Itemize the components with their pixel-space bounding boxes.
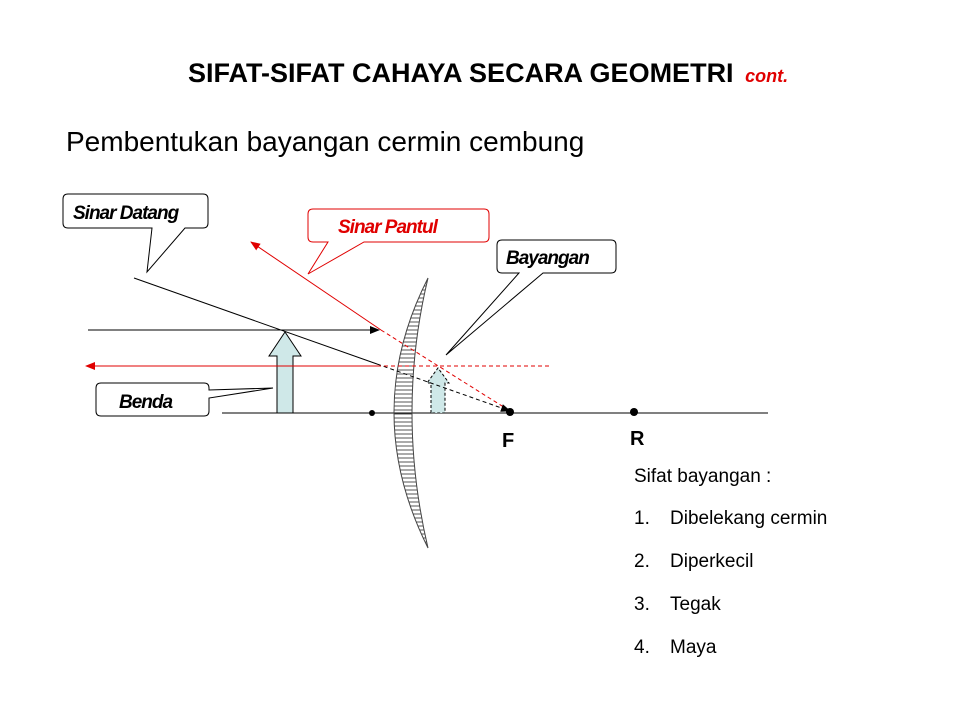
properties-heading: Sifat bayangan :: [634, 466, 772, 487]
item-text: Tegak: [670, 594, 721, 615]
list-item: [634, 551, 827, 574]
item-text: Maya: [670, 637, 717, 658]
item-number: 3.: [634, 594, 650, 615]
item-number: 1.: [634, 508, 650, 529]
item-text: Dibelekang cermin: [670, 508, 828, 529]
radius-point: [630, 408, 638, 416]
item-number: 2.: [634, 551, 650, 572]
image-arrow: [427, 368, 449, 413]
item-number: 4.: [634, 637, 650, 658]
list-item: [634, 637, 827, 660]
item-text: Diperkecil: [670, 551, 754, 572]
image-properties: [634, 466, 827, 680]
slide-subtitle: Pembentukan bayangan cermin cembung: [66, 126, 585, 157]
focus-point: [506, 408, 514, 416]
mirror-vertex-point: [369, 410, 375, 416]
callout-sinar-pantul-text: Sinar Pantul: [338, 217, 437, 238]
list-item: [634, 594, 827, 617]
title-text: SIFAT-SIFAT CAHAYA SECARA GEOMETRI: [188, 58, 734, 88]
callout-sinar-datang-text: Sinar Datang: [73, 203, 179, 224]
object-arrow: [269, 332, 301, 413]
radius-label: R: [630, 428, 645, 450]
title-suffix: cont.: [745, 66, 789, 86]
reflected-ray-1: [251, 242, 381, 330]
list-item: [634, 508, 827, 531]
callout-benda-text: Benda: [119, 392, 173, 413]
focus-label: F: [502, 430, 515, 452]
incident-ray-to-focus: [134, 278, 377, 364]
callout-bayangan-text: Bayangan: [506, 248, 589, 269]
properties-list: [634, 508, 827, 660]
